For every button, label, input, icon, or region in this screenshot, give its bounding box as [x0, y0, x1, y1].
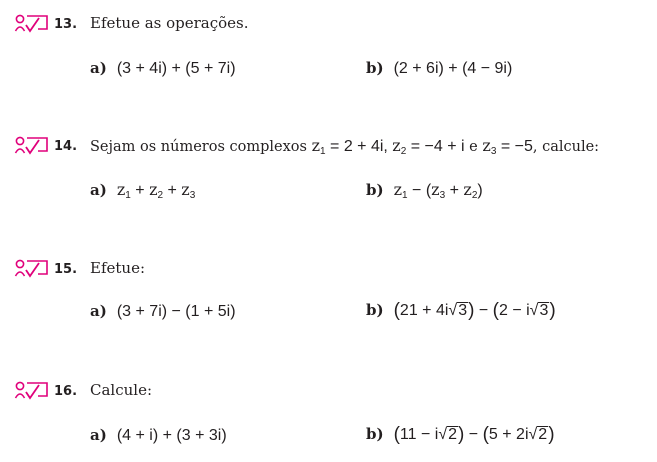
written-activity-icon	[14, 257, 50, 279]
written-activity-icon	[14, 12, 50, 34]
item-expression: $z_1 + z_2 + z_3$	[116, 180, 196, 201]
item-b	[366, 59, 512, 78]
item-expression: (3 + 4i) + (5 + 7i)	[116, 60, 236, 77]
item-b	[366, 180, 483, 200]
prompt-conjunction: e	[464, 139, 483, 155]
item-label: a)	[90, 426, 107, 444]
item-expression: (2 + 6i) + (4 − 9i)	[393, 60, 513, 77]
item-label: b)	[366, 181, 384, 199]
exercise-number: 14.	[54, 139, 78, 154]
item-label: a)	[90, 181, 107, 199]
exercise-prompt	[90, 136, 599, 156]
item-expression: (21 + 4i√3) − (2 − i√3)	[393, 300, 556, 321]
exercise-prompt: Calcule:	[90, 381, 153, 399]
prompt-text-end: , calcule:	[532, 139, 600, 155]
item-label: a)	[90, 302, 107, 320]
item-label: b)	[366, 59, 384, 77]
item-label: a)	[90, 59, 107, 77]
item-expression: (3 + 7i) − (1 + 5i)	[116, 303, 236, 320]
z1-definition: $z_1 = 2 + 4i$, $z_2 = -4 + i$	[311, 136, 465, 157]
item-b	[366, 300, 556, 322]
exercise-number: 15.	[54, 262, 78, 277]
exercise-prompt: Efetue:	[90, 259, 145, 277]
item-a	[90, 426, 227, 445]
written-activity-icon	[14, 134, 50, 156]
item-a	[90, 302, 236, 321]
written-activity-icon	[14, 379, 50, 401]
exercise-prompt: Efetue as operações.	[90, 14, 249, 32]
exercise-number: 16.	[54, 384, 78, 399]
item-label: b)	[366, 425, 384, 443]
item-expression: (11 − i√2) − (5 + 2i√2)	[393, 424, 555, 445]
item-a	[90, 180, 195, 200]
item-expression: (4 + i) + (3 + 3i)	[116, 427, 227, 444]
item-b	[366, 424, 555, 446]
exercise-number: 13.	[54, 17, 78, 32]
item-label: b)	[366, 301, 384, 319]
item-a	[90, 59, 236, 78]
item-expression: $z_1 - (z_3 + z_2)$	[393, 180, 483, 201]
prompt-text: Sejam os números complexos	[90, 139, 312, 155]
z3-definition: $z_3 = -5$	[482, 136, 533, 157]
